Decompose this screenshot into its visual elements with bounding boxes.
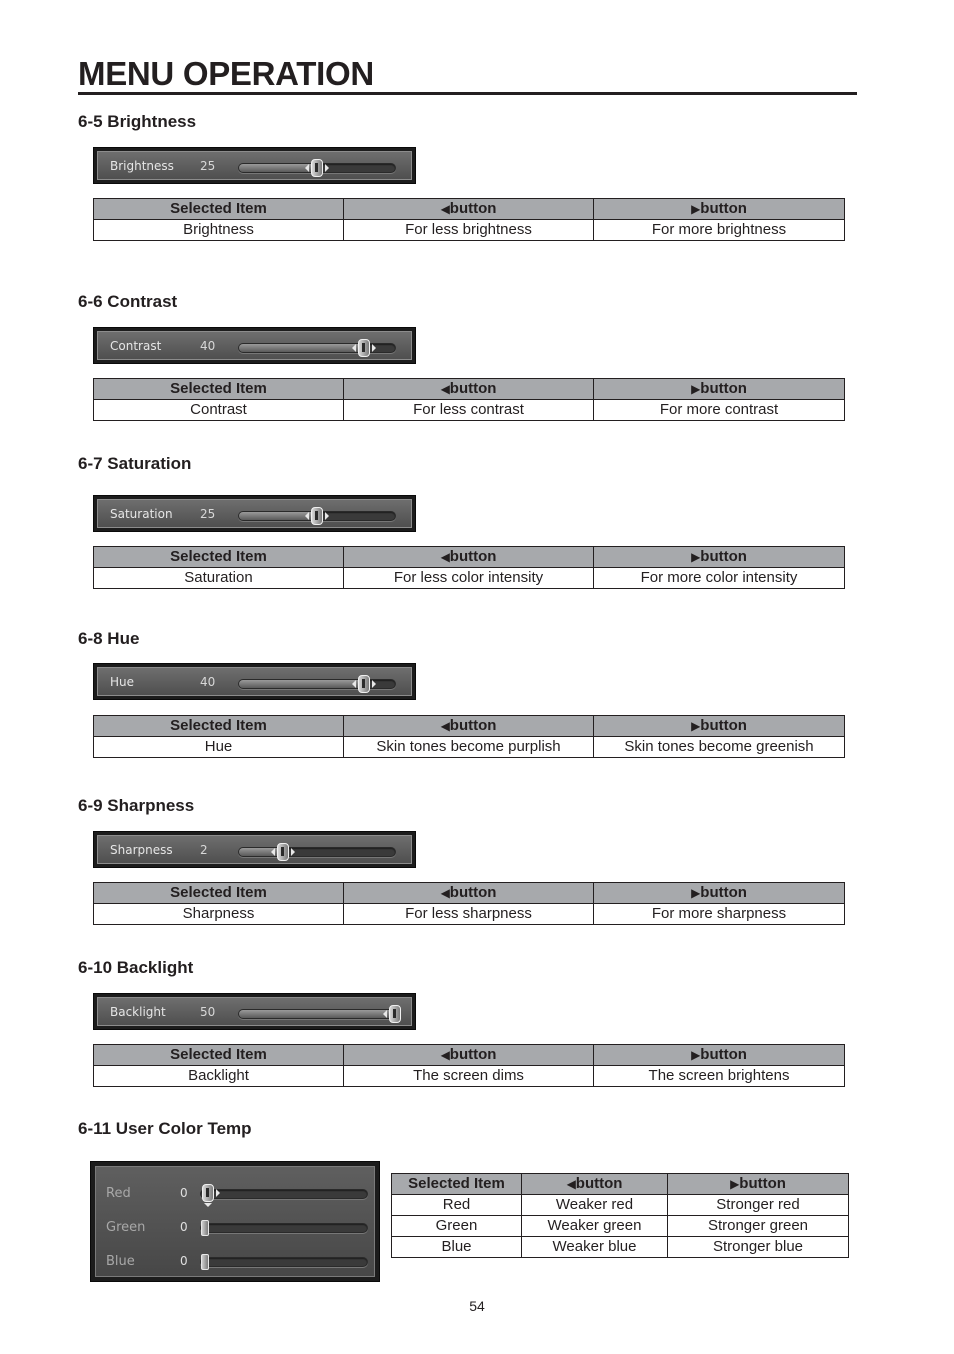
right-triangle-icon: ▶ xyxy=(730,1177,740,1191)
osd-label: Blue xyxy=(106,1253,135,1269)
header-selected-item: Selected Item xyxy=(94,883,344,904)
slider-knob[interactable] xyxy=(201,1254,209,1270)
cell-right: Skin tones become greenish xyxy=(594,737,845,758)
osd-label: Sharpness xyxy=(110,842,173,857)
osd-label: Contrast xyxy=(110,338,162,353)
osd-value: 40 xyxy=(200,674,216,689)
section-heading-saturation: 6-7 Saturation xyxy=(78,454,192,473)
header-left-button: ◀button xyxy=(344,1045,594,1066)
header-right-button: ▶button xyxy=(594,547,845,568)
osd-label: Hue xyxy=(110,674,135,689)
page-title: MENU OPERATION xyxy=(78,54,857,95)
table-row xyxy=(94,904,845,925)
table-row xyxy=(94,220,845,241)
cell-item: Brightness xyxy=(94,220,344,241)
slider-knob[interactable] xyxy=(352,675,376,693)
right-arrow-icon xyxy=(291,848,295,856)
right-triangle-icon: ▶ xyxy=(691,202,701,216)
right-triangle-icon: ▶ xyxy=(691,1048,701,1062)
cell-right: For more contrast xyxy=(594,400,845,421)
cell-left: For less color intensity xyxy=(344,568,594,589)
slider-track[interactable] xyxy=(200,1189,368,1199)
contrast-table xyxy=(93,378,845,421)
cell-item: Contrast xyxy=(94,400,344,421)
osd-blue-row[interactable] xyxy=(96,1249,374,1273)
slider-track[interactable] xyxy=(238,163,396,173)
osd-value: 50 xyxy=(200,1004,216,1019)
osd-value: 0 xyxy=(180,1186,188,1200)
cell-right: Stronger red xyxy=(668,1195,849,1216)
header-selected-item: Selected Item xyxy=(392,1174,522,1195)
cell-left: For less brightness xyxy=(344,220,594,241)
header-left-button: ◀button xyxy=(344,379,594,400)
cell-item: Backlight xyxy=(94,1066,344,1087)
backlight-table xyxy=(93,1044,845,1087)
osd-color-temp-panel xyxy=(90,1161,380,1282)
slider-track[interactable] xyxy=(238,847,396,857)
right-triangle-icon: ▶ xyxy=(691,550,701,564)
cell-item: Red xyxy=(392,1195,522,1216)
slider-track[interactable] xyxy=(238,511,396,521)
osd-label: Green xyxy=(106,1219,146,1235)
saturation-table xyxy=(93,546,845,589)
section-heading-brightness: 6-5 Brightness xyxy=(78,112,197,131)
left-triangle-icon: ◀ xyxy=(566,1177,576,1191)
hue-table xyxy=(93,715,845,758)
header-left-button: ◀button xyxy=(344,883,594,904)
slider-knob[interactable] xyxy=(305,159,329,177)
cell-left: Weaker green xyxy=(522,1216,668,1237)
osd-label: Red xyxy=(106,1185,131,1201)
osd-value: 0 xyxy=(180,1254,188,1268)
slider-knob[interactable] xyxy=(201,1220,209,1236)
osd-backlight-panel xyxy=(93,993,416,1030)
cell-item: Saturation xyxy=(94,568,344,589)
table-row xyxy=(94,568,845,589)
header-left-button: ◀button xyxy=(344,716,594,737)
left-arrow-icon xyxy=(305,164,309,172)
table-row xyxy=(392,1237,849,1258)
right-triangle-icon: ▶ xyxy=(691,382,701,396)
header-selected-item: Selected Item xyxy=(94,1045,344,1066)
table-row xyxy=(392,1195,849,1216)
cell-left: Weaker blue xyxy=(522,1237,668,1258)
section-heading-hue: 6-8 Hue xyxy=(78,629,140,648)
cell-right: Stronger blue xyxy=(668,1237,849,1258)
header-right-button: ▶button xyxy=(594,716,845,737)
osd-value: 25 xyxy=(200,506,216,521)
left-arrow-icon xyxy=(271,848,275,856)
right-arrow-icon xyxy=(216,1189,220,1197)
header-selected-item: Selected Item xyxy=(94,199,344,220)
section-heading-user-color-temp: 6-11 User Color Temp xyxy=(78,1119,252,1138)
osd-value: 0 xyxy=(180,1220,188,1234)
header-selected-item: Selected Item xyxy=(94,379,344,400)
right-triangle-icon: ▶ xyxy=(691,719,701,733)
left-triangle-icon: ◀ xyxy=(440,886,450,900)
section-heading-contrast: 6-6 Contrast xyxy=(78,292,178,311)
slider-track[interactable] xyxy=(238,1009,396,1019)
sharpness-table xyxy=(93,882,845,925)
left-triangle-icon: ◀ xyxy=(440,719,450,733)
section-heading-sharpness: 6-9 Sharpness xyxy=(78,796,195,815)
header-right-button: ▶button xyxy=(594,379,845,400)
slider-handle-icon xyxy=(358,675,370,693)
cell-right: The screen brightens xyxy=(594,1066,845,1087)
header-right-button: ▶button xyxy=(594,1045,845,1066)
slider-knob[interactable] xyxy=(196,1184,220,1202)
osd-value: 40 xyxy=(200,338,216,353)
table-row xyxy=(94,1066,845,1087)
header-left-button: ◀button xyxy=(344,199,594,220)
slider-handle-icon xyxy=(389,1005,401,1023)
osd-label: Saturation xyxy=(110,506,173,521)
header-right-button: ▶button xyxy=(594,883,845,904)
right-triangle-icon: ▶ xyxy=(691,886,701,900)
header-left-button: ◀button xyxy=(344,547,594,568)
table-row xyxy=(392,1216,849,1237)
osd-label: Backlight xyxy=(110,1004,166,1019)
down-arrow-icon xyxy=(204,1203,212,1207)
slider-knob[interactable] xyxy=(352,339,376,357)
left-triangle-icon: ◀ xyxy=(440,550,450,564)
right-arrow-icon xyxy=(372,344,376,352)
right-arrow-icon xyxy=(325,512,329,520)
left-arrow-icon xyxy=(305,512,309,520)
cell-left: The screen dims xyxy=(344,1066,594,1087)
slider-track[interactable] xyxy=(238,679,396,689)
table-row xyxy=(94,737,845,758)
left-triangle-icon: ◀ xyxy=(440,202,450,216)
osd-value: 25 xyxy=(200,158,216,173)
left-arrow-icon xyxy=(352,344,356,352)
brightness-table xyxy=(93,198,845,241)
right-arrow-icon xyxy=(325,164,329,172)
cell-right: For more color intensity xyxy=(594,568,845,589)
cell-right: Stronger green xyxy=(668,1216,849,1237)
slider-handle-icon xyxy=(358,339,370,357)
cell-left: Weaker red xyxy=(522,1195,668,1216)
cell-left: For less sharpness xyxy=(344,904,594,925)
slider-knob[interactable] xyxy=(383,1005,407,1023)
cell-item: Blue xyxy=(392,1237,522,1258)
cell-right: For more sharpness xyxy=(594,904,845,925)
header-left-button: ◀button xyxy=(522,1174,668,1195)
left-arrow-icon xyxy=(352,680,356,688)
osd-contrast-panel xyxy=(93,327,416,364)
header-selected-item: Selected Item xyxy=(94,716,344,737)
osd-saturation-panel xyxy=(93,495,416,532)
header-right-button: ▶button xyxy=(668,1174,849,1195)
cell-left: Skin tones become purplish xyxy=(344,737,594,758)
color-temp-table xyxy=(391,1173,849,1258)
osd-green-row[interactable] xyxy=(96,1215,374,1239)
osd-brightness-panel xyxy=(93,147,416,184)
slider-handle-icon xyxy=(311,507,323,525)
slider-track[interactable] xyxy=(238,343,396,353)
slider-track[interactable] xyxy=(200,1257,368,1267)
slider-handle-icon xyxy=(311,159,323,177)
cell-right: For more brightness xyxy=(594,220,845,241)
table-row xyxy=(94,400,845,421)
osd-hue-panel xyxy=(93,663,416,700)
cell-item: Hue xyxy=(94,737,344,758)
slider-handle-icon xyxy=(202,1184,214,1202)
section-heading-backlight: 6-10 Backlight xyxy=(78,958,194,977)
left-triangle-icon: ◀ xyxy=(440,382,450,396)
left-triangle-icon: ◀ xyxy=(440,1048,450,1062)
osd-label: Brightness xyxy=(110,158,174,173)
osd-value: 2 xyxy=(200,842,208,857)
right-arrow-icon xyxy=(372,680,376,688)
osd-red-row[interactable] xyxy=(96,1181,374,1205)
slider-handle-icon xyxy=(277,843,289,861)
slider-track[interactable] xyxy=(200,1223,368,1233)
header-right-button: ▶button xyxy=(594,199,845,220)
left-arrow-icon xyxy=(383,1010,387,1018)
cell-item: Sharpness xyxy=(94,904,344,925)
page-number: 54 xyxy=(469,1298,485,1314)
cell-left: For less contrast xyxy=(344,400,594,421)
cell-item: Green xyxy=(392,1216,522,1237)
slider-knob[interactable] xyxy=(271,843,295,861)
header-selected-item: Selected Item xyxy=(94,547,344,568)
slider-knob[interactable] xyxy=(305,507,329,525)
osd-sharpness-panel xyxy=(93,831,416,868)
